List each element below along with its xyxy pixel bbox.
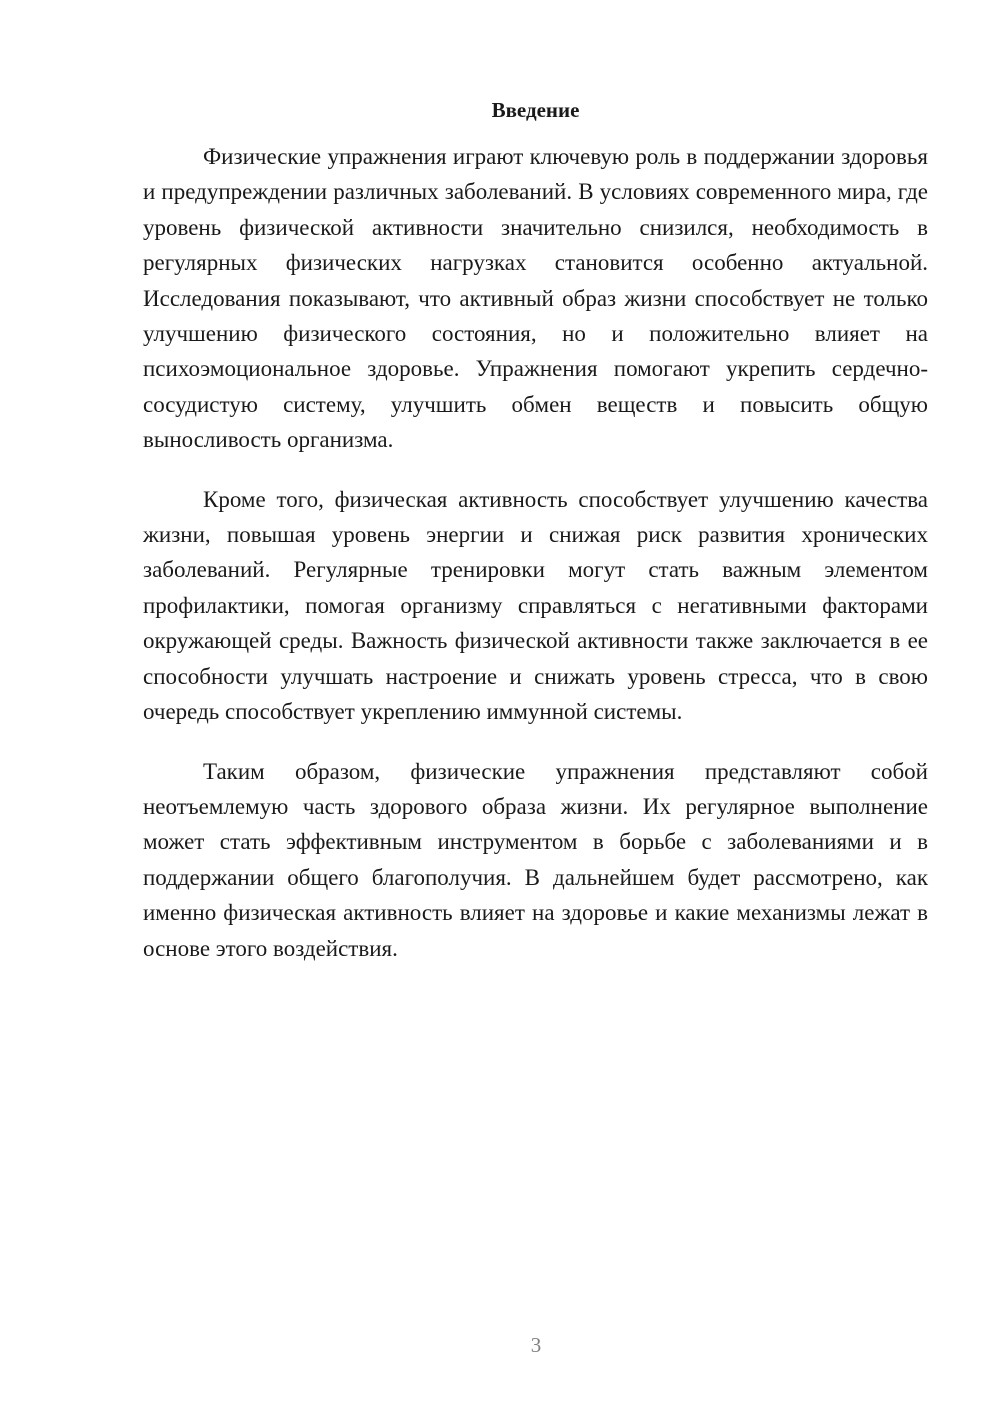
- paragraph-2: Кроме того, физическая активность способствует улучшению качества жизни, повышая уровень энергии и снижая риск развития хронических заболеваний. Регулярные тренировки могут стать важным элементом профилактики, помогая организму справляться с негативными факторами окружающей среды. Важность физической активности также заключается в ее способности улучшать настроение и снижать уровень стресса, что в свою очередь способствует укреплению иммунной системы.: [143, 486, 928, 725]
- page-content: [143, 95, 928, 986]
- paragraph-3: Таким образом, физические упражнения представляют собой неотъемлемую часть здорового образа жизни. Их регулярное выполнение может стать эффективным инструментом в борьбе с заболеваниями и в поддержании общего благополучия. В дальнейшем будет рассмотрено, как именно физическая активность влияет на здоровье и какие механизмы лежат в основе этого воздействия.: [143, 758, 928, 961]
- paragraph-1: Физические упражнения играют ключевую роль в поддержании здоровья и предупреждении различных заболеваний. В условиях современного мира, где уровень физической активности значительно снизился, необходимость в регулярных физических нагрузках становится особенно актуальной. Исследования показывают, что активный образ жизни способствует не только улучшению физического состояния, но и положительно влияет на психоэмоциональное здоровье. Упражнения помогают укрепить сердечно-сосудистую систему, улучшить обмен веществ и повысить общую выносливость организма.: [143, 144, 928, 453]
- section-title: Введение: [491, 98, 580, 122]
- page-number: 3: [530, 1333, 542, 1357]
